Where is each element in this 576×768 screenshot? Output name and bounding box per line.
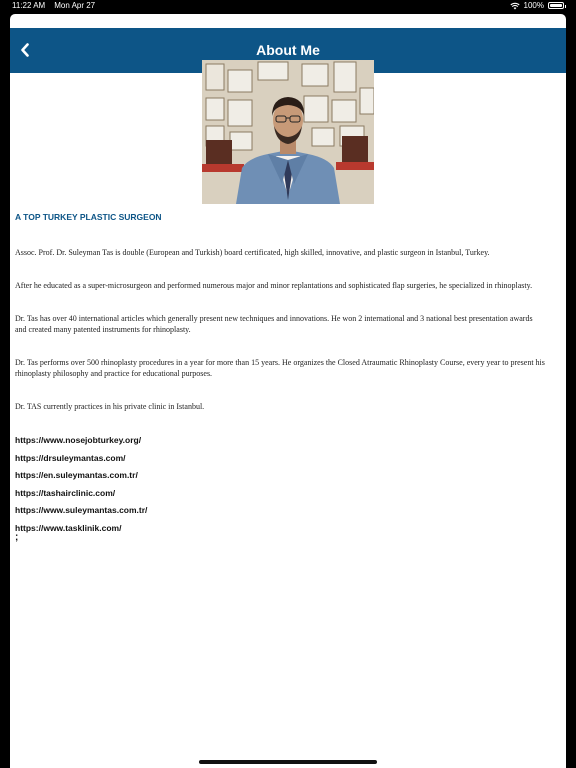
paragraph-credentials: Assoc. Prof. Dr. Suleyman Tas is double (European and Turkish) board certificated, high skilled, innovative, and plastic surgeon in Istanbul, Turkey. (15, 248, 490, 257)
link-tashairclinic[interactable]: https://tashairclinic.com/ (15, 487, 116, 498)
status-bar (0, 0, 576, 13)
status-date: Mon Apr 27 (54, 1, 96, 10)
battery-percentage: 100% (523, 1, 544, 10)
section-heading: A TOP TURKEY PLASTIC SURGEON (15, 212, 162, 222)
wifi-icon (510, 2, 520, 10)
page-title: About Me (256, 42, 320, 58)
link-tasklinik[interactable]: https://www.tasklinik.com/ (15, 522, 122, 533)
status-left (12, 1, 95, 10)
profile-photo (202, 60, 374, 204)
profile-photo-illustration (202, 60, 374, 204)
paragraph-clinic: Dr. TAS currently practices in his private clinic in Istanbul. (15, 402, 205, 411)
paragraph-publications: Dr. Tas has over 40 international articles which generally present new techniques and innovations. He won 2 international and 3 national best presentation awards and created many patented instruments for rhinoplasty. (15, 314, 533, 334)
link-en-suleymantas[interactable]: https://en.suleymantas.com.tr/ (15, 470, 138, 480)
battery-icon (548, 2, 564, 9)
link-suleymantas[interactable]: https://www.suleymantas.com.tr/ (15, 505, 148, 515)
about-content (15, 212, 545, 543)
paragraph-procedures: Dr. Tas performs over 500 rhinoplasty procedures in a year for more than 15 years. He organizes the Closed Atraumatic Rhinoplasty Course, every year to present his rhinoplasty philosophy and practice for educational purposes. (15, 358, 545, 378)
status-time: 11:22 AM (12, 1, 46, 10)
app-sheet (10, 14, 566, 768)
website-links (15, 434, 545, 539)
link-drsuleymantas[interactable]: https://drsuleymantas.com/ (15, 452, 126, 463)
home-indicator[interactable] (199, 760, 377, 764)
paragraph-education: After he educated as a super-microsurgeon and performed numerous major and minor replantations and sophisticated flap surgeries, he specialized in rhinoplasty. (15, 281, 533, 290)
trailing-text: ; (15, 532, 19, 543)
link-nosejobturkey[interactable]: https://www.nosejobturkey.org/ (15, 435, 142, 445)
status-right (510, 1, 564, 10)
